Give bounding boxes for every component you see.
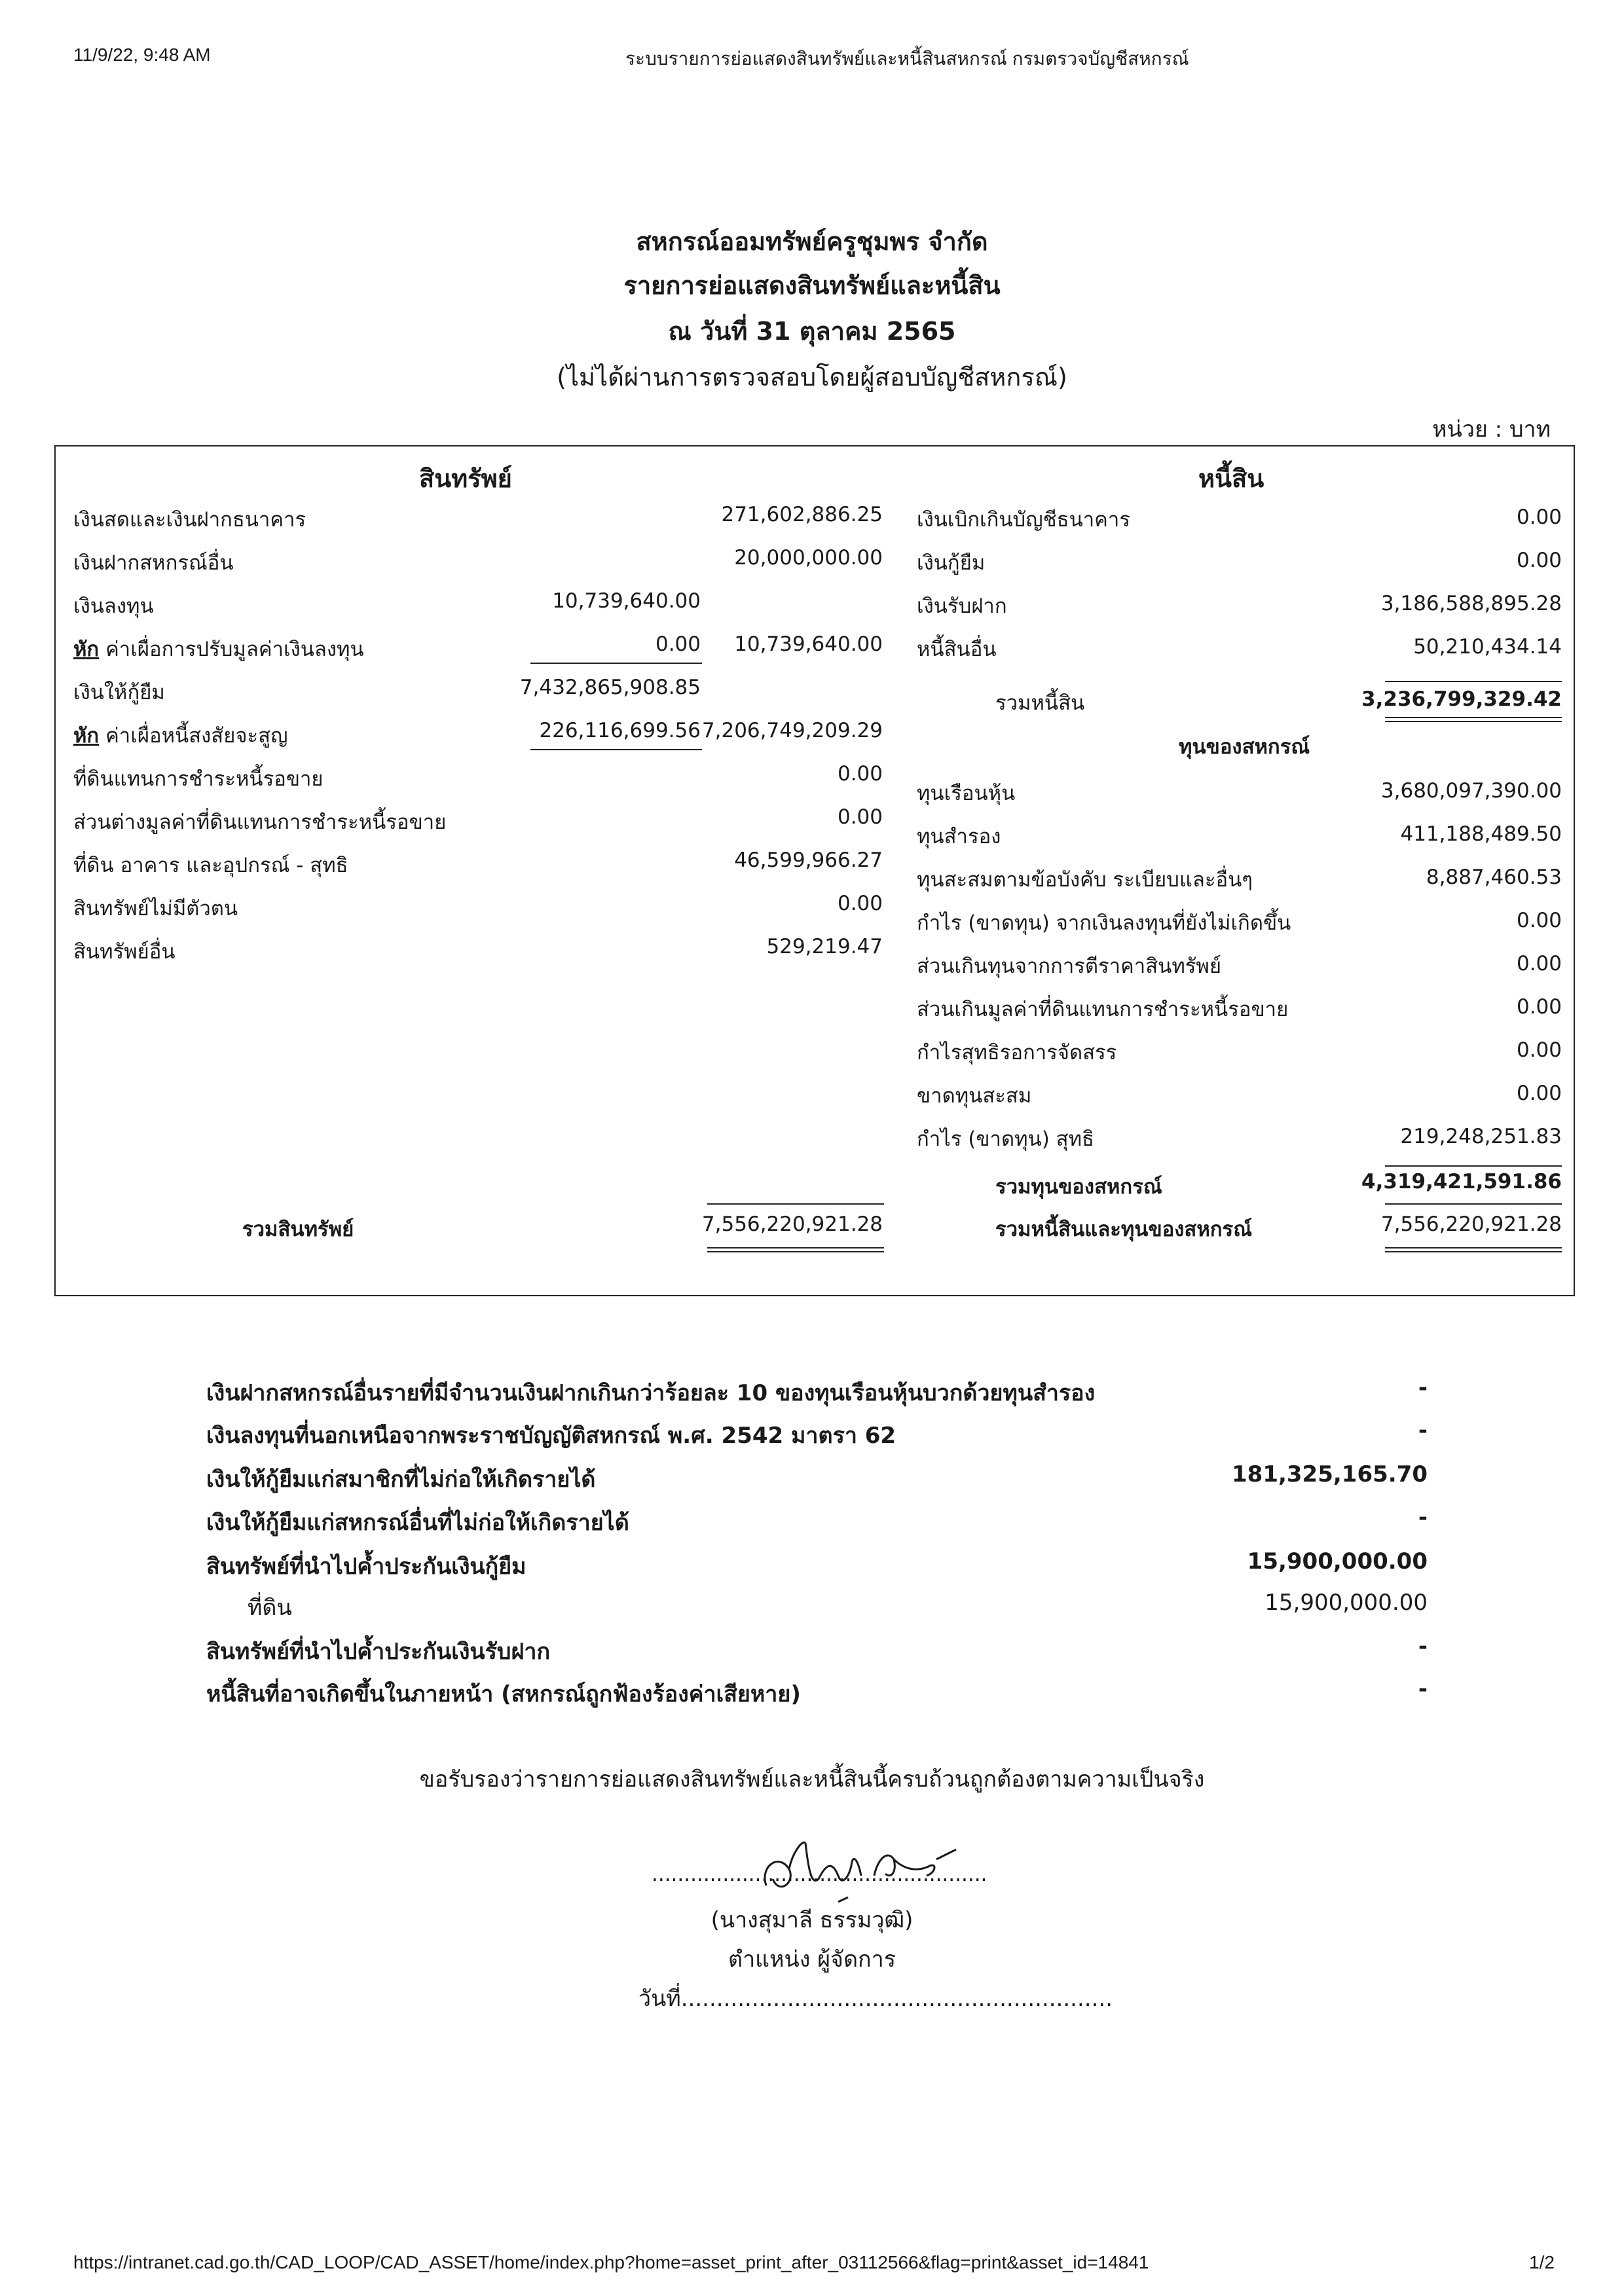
note-value: - — [1418, 1676, 1428, 1702]
note-value: - — [1418, 1417, 1428, 1444]
equity-row-label: กำไร (ขาดทุน) สุทธิ — [917, 1127, 1094, 1151]
asset-row-detail-value: 10,739,640.00 — [552, 589, 701, 613]
report-date: ณ วันที่ 31 ตุลาคม 2565 — [668, 317, 956, 346]
cooperative-name: สหกรณ์ออมทรัพย์ครูชุมพร จำกัด — [636, 227, 988, 256]
note-label: เงินให้กู้ยืมแก่สหกรณ์อื่นที่ไม่ก่อให้เกิดรายได้ — [206, 1510, 629, 1536]
equity-row-label: ขาดทุนสะสม — [917, 1084, 1032, 1108]
audit-note: (ไม่ได้ผ่านการตรวจสอบโดยผู้สอบบัญชีสหกรณ์) — [557, 363, 1067, 392]
equity-total-line — [1385, 1203, 1562, 1205]
asset-label-text: เงินลงทุน — [73, 594, 154, 618]
equity-row-label: ทุนสะสมตามข้อบังคับ ระเบียบและอื่นๆ — [917, 868, 1253, 892]
equity-row-value: 0.00 — [1516, 1038, 1562, 1062]
equity-row-value: 219,248,251.83 — [1400, 1125, 1562, 1148]
page-url: https://intranet.cad.go.th/CAD_LOOP/CAD_ASSET/home/index.php?home=asset_print_after_03112566&flag=print&asset_id=14841 — [73, 2252, 1149, 2272]
liabilities-subtotal-line — [1385, 681, 1562, 682]
asset-row-label — [73, 935, 175, 968]
asset-row-label — [73, 589, 154, 622]
print-datetime: 11/9/22, 9:48 AM — [73, 45, 211, 65]
page-number: 1/2 — [1529, 2252, 1555, 2272]
asset-row-label — [73, 892, 238, 924]
note-value: - — [1418, 1375, 1428, 1401]
deduction-underline — [530, 749, 702, 750]
equity-row-label: ส่วนเกินมูลค่าที่ดินแทนการชำระหนี้รอขาย — [917, 998, 1289, 1021]
asset-label-text: สินทรัพย์อื่น — [73, 940, 175, 964]
asset-row-value: 46,599,966.27 — [734, 848, 883, 872]
asset-label-text: เงินสดและเงินฝากธนาคาร — [73, 508, 306, 532]
asset-row-value: 7,206,749,209.29 — [701, 719, 883, 742]
grand-total-double-line — [1385, 1247, 1562, 1252]
asset-row-value: 0.00 — [837, 805, 883, 829]
asset-label-text: เงินฝากสหกรณ์อื่น — [73, 551, 234, 575]
note-value: - — [1418, 1633, 1428, 1660]
liability-row-label: เงินรับฝาก — [917, 594, 1007, 618]
asset-row-label — [73, 762, 323, 795]
liability-row-label: หนี้สินอื่น — [917, 638, 997, 661]
equity-total-value: 4,319,421,591.86 — [1361, 1170, 1562, 1194]
asset-label-text: ค่าเผื่อหนี้สงสัยจะสูญ — [99, 724, 288, 748]
liability-row-value: 3,186,588,895.28 — [1380, 592, 1562, 615]
equity-row-value: 0.00 — [1516, 952, 1562, 975]
equity-row-label: ทุนสำรอง — [917, 825, 1001, 848]
note-label: หนี้สินที่อาจเกิดขึ้นในภายหน้า (สหกรณ์ถูกฟ้องร้องค่าเสียหาย) — [206, 1681, 801, 1707]
currency-unit: หน่วย : บาท — [1432, 416, 1551, 443]
note-label: สินทรัพย์ที่นำไปค้ำประกันเงินกู้ยืม — [206, 1554, 526, 1580]
equity-row-value: 0.00 — [1516, 909, 1562, 932]
equity-row-label: ส่วนเกินทุนจากการตีราคาสินทรัพย์ — [917, 955, 1221, 978]
assets-subtotal-line — [707, 1203, 884, 1205]
note-label: เงินฝากสหกรณ์อื่นรายที่มีจำนวนเงินฝากเกินกว่าร้อยละ 10 ของทุนเรือนหุ้นบวกด้วยทุนสำรอง — [206, 1380, 1096, 1406]
asset-row-label — [73, 676, 165, 708]
liability-row-label: เงินกู้ยืม — [917, 551, 986, 575]
note-value: - — [1418, 1504, 1428, 1531]
asset-label-text: ค่าเผื่อการปรับมูลค่าเงินลงทุน — [99, 638, 364, 661]
asset-label-text: ที่ดิน อาคาร และอุปกรณ์ - สุทธิ — [73, 854, 348, 877]
equity-row-label: กำไรสุทธิรอการจัดสรร — [917, 1041, 1117, 1065]
report-title: รายการย่อแสดงสินทรัพย์และหนี้สิน — [623, 271, 1001, 300]
asset-label-text: ที่ดินแทนการชำระหนี้รอขาย — [73, 767, 323, 791]
asset-row-label — [73, 503, 306, 536]
liabilities-total-label: รวมหนี้สิน — [995, 691, 1085, 715]
deduction-prefix: หัก — [73, 724, 100, 748]
asset-row-label — [73, 719, 288, 752]
note-label: เงินให้กู้ยืมแก่สมาชิกที่ไม่ก่อให้เกิดรายได้ — [206, 1467, 596, 1493]
liability-row-label: เงินเบิกเกินบัญชีธนาคาร — [917, 508, 1130, 532]
assets-heading: สินทรัพย์ — [419, 464, 512, 493]
grand-total-value: 7,556,220,921.28 — [1380, 1212, 1562, 1236]
asset-row-detail-value: 226,116,699.56 — [539, 719, 701, 742]
assets-total-double-line — [707, 1247, 884, 1252]
equity-row-value: 0.00 — [1516, 1082, 1562, 1105]
asset-row-value: 529,219.47 — [766, 935, 883, 958]
certification-statement: ขอรับรองว่ารายการย่อแสดงสินทรัพย์และหนี้สินนี้ครบถ้วนถูกต้องตามความเป็นจริง — [419, 1766, 1205, 1793]
liability-row-value: 50,210,434.14 — [1413, 635, 1562, 659]
liabilities-heading: หนี้สิน — [1198, 464, 1264, 493]
note-value: 15,900,000.00 — [1264, 1590, 1428, 1616]
asset-label-text: สินทรัพย์ไม่มีตัวตน — [73, 897, 238, 920]
signature-line: .................................................... — [652, 1863, 987, 1886]
asset-row-label — [73, 546, 234, 579]
equity-row-value: 3,680,097,390.00 — [1380, 779, 1562, 803]
asset-row-detail-value: 0.00 — [655, 632, 701, 656]
equity-row-label: กำไร (ขาดทุน) จากเงินลงทุนที่ยังไม่เกิดขึ้น — [917, 911, 1291, 935]
deduction-underline — [530, 663, 702, 664]
deduction-prefix: หัก — [73, 638, 100, 661]
note-value: 181,325,165.70 — [1232, 1461, 1428, 1487]
asset-row-value: 0.00 — [837, 892, 883, 915]
liabilities-total-value: 3,236,799,329.42 — [1361, 687, 1562, 711]
equity-subtotal-line — [1385, 1165, 1562, 1167]
asset-row-label — [73, 632, 364, 665]
liability-row-value: 0.00 — [1516, 505, 1562, 529]
liability-row-value: 0.00 — [1516, 549, 1562, 572]
equity-total-label: รวมทุนของสหกรณ์ — [995, 1175, 1162, 1199]
equity-row-label: ทุนเรือนหุ้น — [917, 782, 1016, 805]
asset-label-text: ส่วนต่างมูลค่าที่ดินแทนการชำระหนี้รอขาย — [73, 811, 447, 834]
equity-heading: ทุนของสหกรณ์ — [1179, 735, 1310, 759]
note-label: สินทรัพย์ที่นำไปค้ำประกันเงินรับฝาก — [206, 1639, 551, 1665]
assets-total-value: 7,556,220,921.28 — [701, 1212, 883, 1236]
asset-row-label — [73, 805, 446, 838]
asset-row-value: 10,739,640.00 — [734, 632, 883, 656]
signer-name: (นางสุมาลี ธรรมวุฒิ) — [710, 1907, 913, 1933]
assets-total-label: รวมสินทรัพย์ — [242, 1218, 354, 1241]
asset-row-value: 20,000,000.00 — [734, 546, 883, 570]
asset-row-label — [73, 848, 348, 881]
equity-row-value: 0.00 — [1516, 995, 1562, 1019]
grand-total-label: รวมหนี้สินและทุนของสหกรณ์ — [995, 1218, 1252, 1241]
equity-row-value: 411,188,489.50 — [1400, 822, 1562, 846]
date-field: วันที่............................................................. — [638, 1986, 1113, 2012]
asset-row-value: 271,602,886.25 — [721, 503, 883, 526]
asset-label-text: เงินให้กู้ยืม — [73, 681, 165, 704]
asset-row-value: 0.00 — [837, 762, 883, 786]
liabilities-total-double-line — [1385, 717, 1562, 722]
asset-row-detail-value: 7,432,865,908.85 — [519, 676, 701, 699]
system-title: ระบบรายการย่อแสดงสินทรัพย์และหนี้สินสหกรณ์ กรมตรวจบัญชีสหกรณ์ — [625, 48, 1189, 69]
signer-position: ตำแหน่ง ผู้จัดการ — [728, 1946, 896, 1973]
note-label: เงินลงทุนที่นอกเหนือจากพระราชบัญญัติสหกรณ์ พ.ศ. 2542 มาตรา 62 — [206, 1423, 896, 1449]
note-label: ที่ดิน — [248, 1595, 292, 1621]
equity-row-value: 8,887,460.53 — [1426, 866, 1562, 889]
note-value: 15,900,000.00 — [1247, 1548, 1428, 1575]
